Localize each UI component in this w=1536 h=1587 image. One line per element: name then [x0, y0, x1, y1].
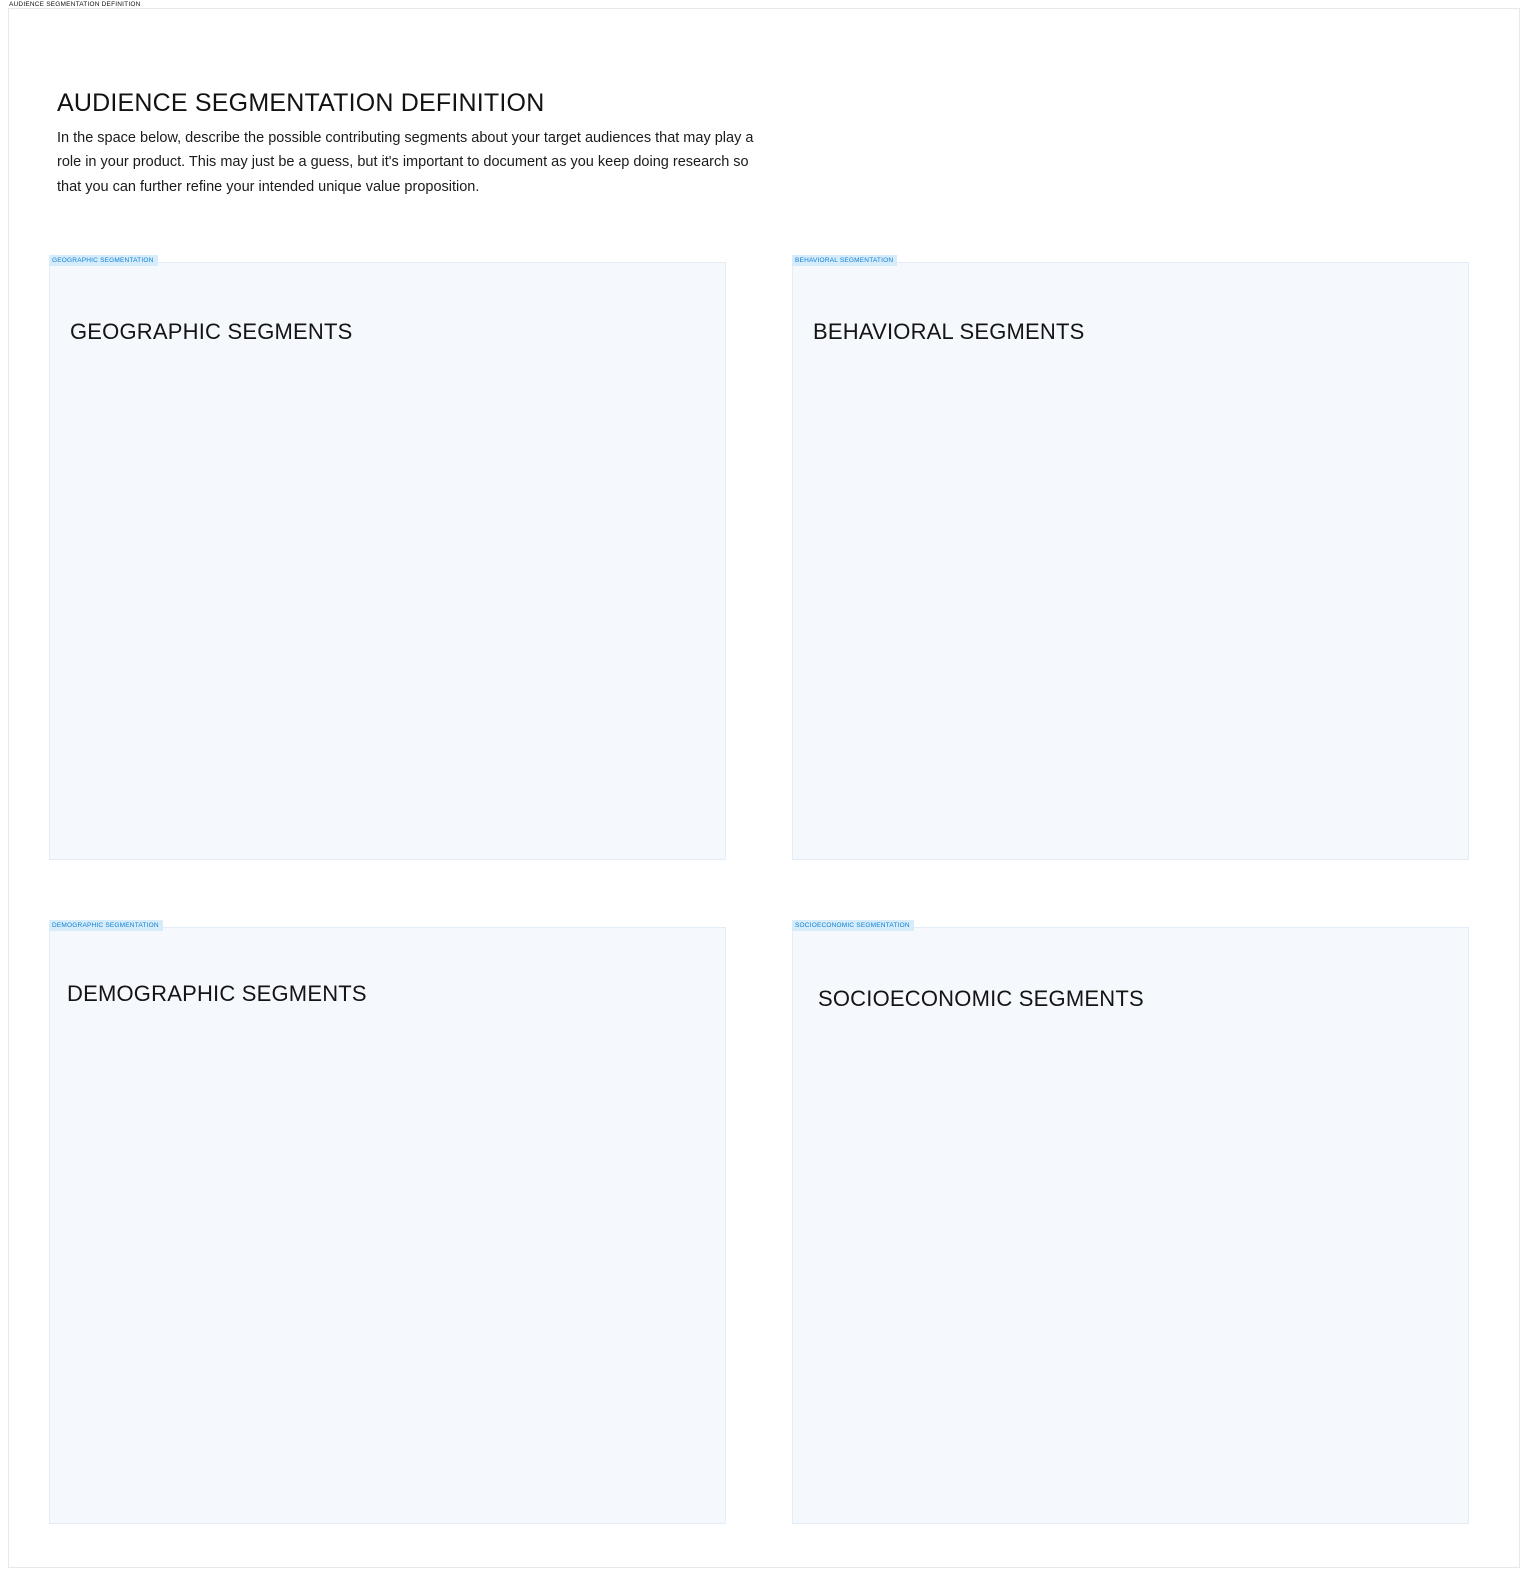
page-description: In the space below, describe the possible contributing segments about your target audiences that may play a role in your product. This may just be a guess, but it's important to document as you keep doing research so that you can further refine your intended unique value proposition. [57, 129, 754, 195]
frame-label: AUDIENCE SEGMENTATION DEFINITION [9, 1, 141, 8]
demographic-segments-title: DEMOGRAPHIC SEGMENTS [67, 981, 367, 1006]
geographic-segments-title: GEOGRAPHIC SEGMENTS [70, 319, 353, 344]
socioeconomic-segments-title: SOCIOECONOMIC SEGMENTS [818, 986, 1144, 1011]
geographic-segments-tag: GEOGRAPHIC SEGMENTATION [49, 255, 158, 266]
page-title: AUDIENCE SEGMENTATION DEFINITION [57, 89, 545, 117]
behavioral-segments-card[interactable] [792, 257, 1469, 860]
demographic-segments-tag: DEMOGRAPHIC SEGMENTATION [49, 920, 163, 931]
socioeconomic-segments-card[interactable] [792, 922, 1469, 1524]
behavioral-segments-tag: BEHAVIORAL SEGMENTATION [792, 255, 897, 266]
header-block [57, 89, 757, 199]
demographic-segments-card[interactable] [49, 922, 726, 1524]
socioeconomic-segments-tag: SOCIOECONOMIC SEGMENTATION [792, 920, 914, 931]
geographic-segments-card[interactable] [49, 257, 726, 860]
behavioral-segments-title: BEHAVIORAL SEGMENTS [813, 319, 1085, 344]
worksheet-canvas [8, 8, 1520, 1568]
